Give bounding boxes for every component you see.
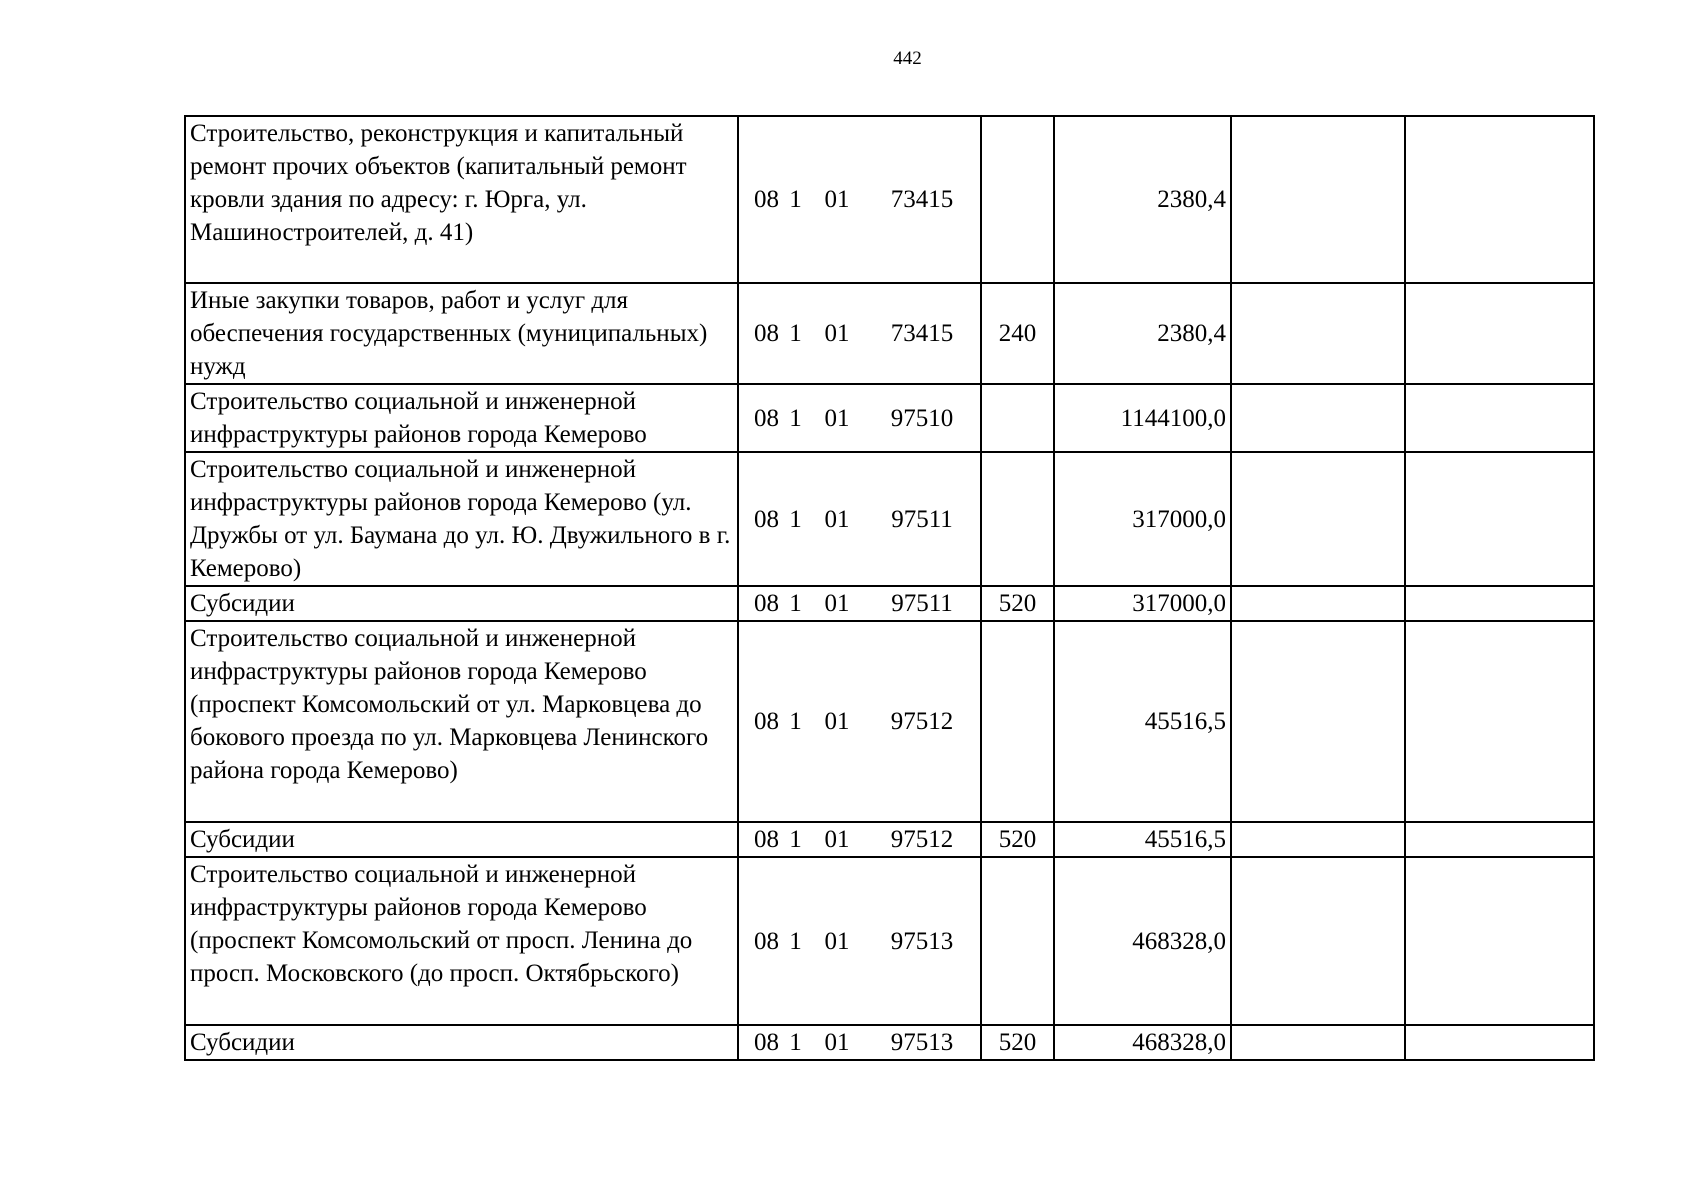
empty-cell [1405, 586, 1594, 621]
code-cell [738, 857, 981, 1025]
target-code: 97512 [890, 708, 954, 735]
expense-type-code: 520 [981, 822, 1054, 857]
program-code: 1 [789, 320, 802, 347]
empty-cell [1405, 452, 1594, 586]
subprogram-code: 01 [824, 708, 850, 735]
budget-table [184, 115, 1595, 1061]
section-code: 08 [754, 320, 779, 347]
program-code: 1 [789, 1029, 802, 1056]
code-cell [738, 586, 981, 621]
empty-cell [1405, 621, 1594, 822]
program-code: 1 [789, 404, 802, 432]
section-code: 08 [754, 1029, 779, 1056]
item-name: Субсидии [185, 586, 738, 621]
expense-type-code: 520 [981, 1025, 1054, 1060]
empty-cell [1405, 116, 1594, 283]
section-code: 08 [754, 505, 779, 533]
item-name: Строительство социальной и инженерной инфраструктуры районов города Кемерово [185, 384, 738, 452]
item-name: Строительство социальной и инженерной инфраструктуры районов города Кемерово (ул. Дружбы от ул. Баумана до ул. Ю. Двужильного в г. Кемерово) [185, 452, 738, 586]
amount: 317000,0 [1054, 586, 1231, 621]
item-name: Строительство, реконструкция и капитальный ремонт прочих объектов (капитальный ремонт кровли здания по адресу: г. Юрга, ул. Машиностроителей, д. 41) [185, 116, 738, 283]
empty-cell [1231, 452, 1405, 586]
code-cell [738, 452, 981, 586]
page-number: 442 [893, 48, 922, 69]
amount: 468328,0 [1054, 1025, 1231, 1060]
table-row [185, 621, 1594, 822]
program-code: 1 [789, 708, 802, 735]
subprogram-code: 01 [824, 404, 850, 432]
code-cell [738, 116, 981, 283]
item-name: Строительство социальной и инженерной инфраструктуры районов города Кемерово (проспект Комсомольский от ул. Марковцева до бокового проезда по ул. Марковцева Ленинского района города Кемерово) [185, 621, 738, 822]
target-code: 97511 [891, 590, 953, 617]
table-row [185, 586, 1594, 621]
item-name: Строительство социальной и инженерной инфраструктуры районов города Кемерово (проспект Комсомольский от просп. Ленина до просп. Московского (до просп. Октябрьского) [185, 857, 738, 1025]
code-cell [738, 822, 981, 857]
subprogram-code: 01 [824, 927, 850, 955]
section-code: 08 [754, 590, 779, 617]
expense-type-code [981, 452, 1054, 586]
program-code: 1 [789, 505, 802, 533]
amount: 1144100,0 [1054, 384, 1231, 452]
target-code: 97512 [890, 826, 954, 853]
empty-cell [1405, 384, 1594, 452]
amount: 317000,0 [1054, 452, 1231, 586]
empty-cell [1231, 621, 1405, 822]
empty-cell [1405, 857, 1594, 1025]
program-code: 1 [789, 186, 802, 213]
section-code: 08 [754, 708, 779, 735]
empty-cell [1231, 586, 1405, 621]
amount: 45516,5 [1054, 822, 1231, 857]
code-cell [738, 1025, 981, 1060]
target-code: 97513 [890, 1029, 954, 1056]
empty-cell [1231, 1025, 1405, 1060]
amount: 2380,4 [1054, 116, 1231, 283]
program-code: 1 [789, 590, 802, 617]
expense-type-code [981, 384, 1054, 452]
expense-type-code [981, 621, 1054, 822]
empty-cell [1231, 384, 1405, 452]
code-cell [738, 384, 981, 452]
target-code: 97510 [890, 404, 954, 432]
table-row [185, 857, 1594, 1025]
item-name: Иные закупки товаров, работ и услуг для обеспечения государственных (муниципальных) нужд [185, 283, 738, 384]
empty-cell [1231, 283, 1405, 384]
empty-cell [1405, 1025, 1594, 1060]
subprogram-code: 01 [824, 590, 850, 617]
subprogram-code: 01 [824, 1029, 850, 1056]
table-row [185, 1025, 1594, 1060]
subprogram-code: 01 [824, 826, 850, 853]
subprogram-code: 01 [824, 320, 850, 347]
empty-cell [1405, 822, 1594, 857]
expense-type-code [981, 116, 1054, 283]
table-row [185, 283, 1594, 384]
section-code: 08 [754, 826, 779, 853]
section-code: 08 [754, 927, 779, 955]
empty-cell [1231, 822, 1405, 857]
expense-type-code: 240 [981, 283, 1054, 384]
section-code: 08 [754, 186, 779, 213]
target-code: 97513 [890, 927, 954, 955]
code-cell [738, 283, 981, 384]
empty-cell [1231, 857, 1405, 1025]
amount: 45516,5 [1054, 621, 1231, 822]
program-code: 1 [789, 826, 802, 853]
table-row [185, 822, 1594, 857]
item-name: Субсидии [185, 1025, 738, 1060]
table-row [185, 384, 1594, 452]
empty-cell [1405, 283, 1594, 384]
target-code: 97511 [891, 505, 953, 533]
target-code: 73415 [890, 186, 954, 213]
table-row [185, 116, 1594, 283]
subprogram-code: 01 [824, 186, 850, 213]
section-code: 08 [754, 404, 779, 432]
subprogram-code: 01 [824, 505, 850, 533]
amount: 2380,4 [1054, 283, 1231, 384]
table-row [185, 452, 1594, 586]
expense-type-code: 520 [981, 586, 1054, 621]
amount: 468328,0 [1054, 857, 1231, 1025]
target-code: 73415 [890, 320, 954, 347]
code-cell [738, 621, 981, 822]
expense-type-code [981, 857, 1054, 1025]
item-name: Субсидии [185, 822, 738, 857]
empty-cell [1231, 116, 1405, 283]
program-code: 1 [789, 927, 802, 955]
